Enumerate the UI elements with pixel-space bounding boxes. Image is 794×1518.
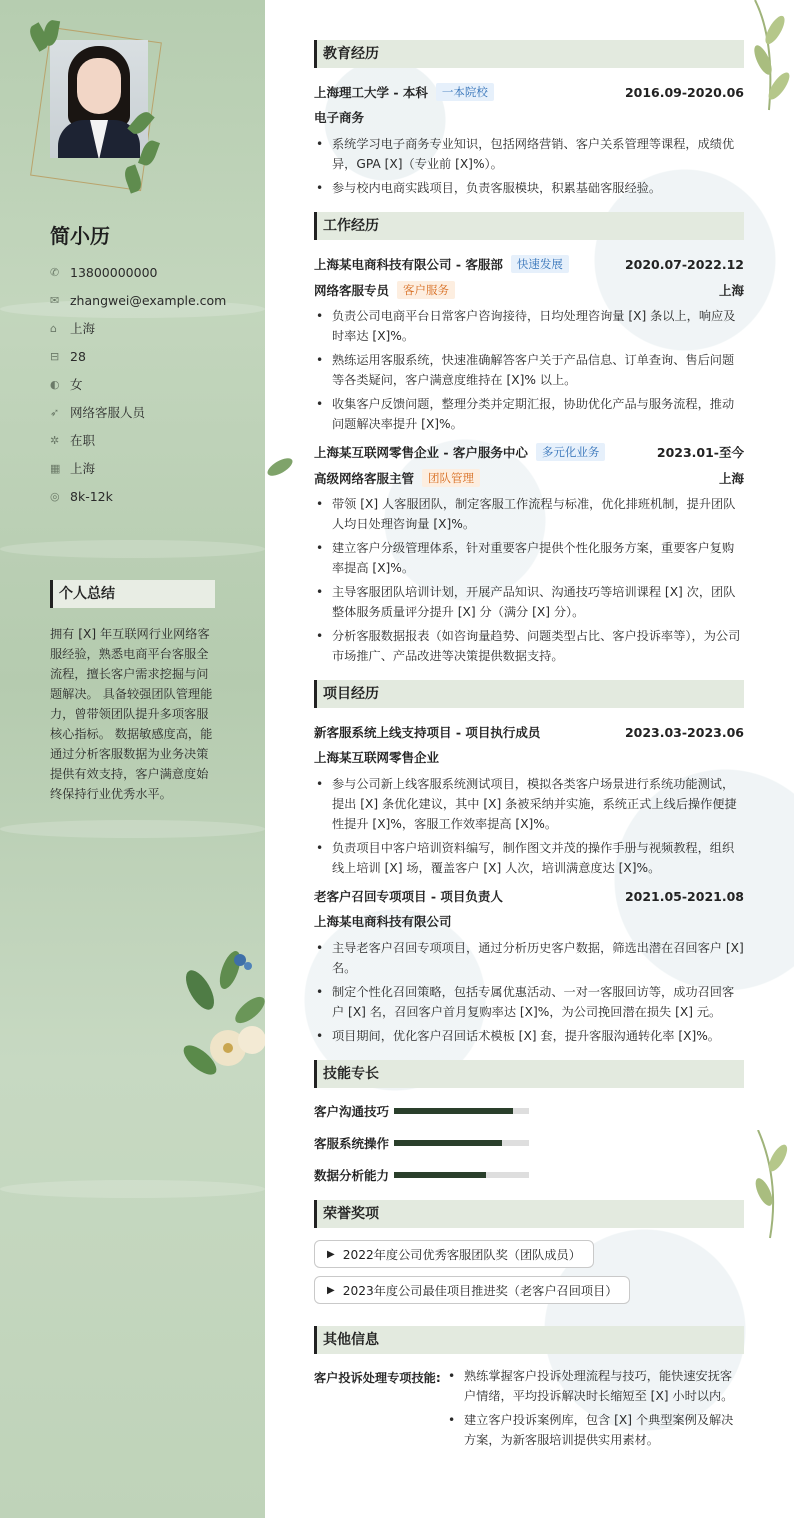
other-content: [314, 1366, 744, 1460]
awards-section: [314, 1200, 744, 1312]
other-title: 其他信息: [314, 1326, 744, 1354]
school-name: 上海理工大学 - 本科: [314, 85, 428, 100]
texture-streak: [0, 540, 265, 558]
project-date: 2023.03-2023.06: [624, 724, 744, 740]
skills-list: [314, 1100, 744, 1186]
list-item: • 负责公司电商平台日常客户咨询接待，日均处理咨询量 [X] 条以上，响应及时率达 [X]%。: [314, 306, 744, 346]
info-position: [50, 398, 226, 426]
education-date: 2016.09-2020.06: [624, 84, 744, 100]
list-item: • 分析客服数据报表（如咨询量趋势、问题类型占比、客户投诉率等），为公司市场推广、产品改进等决策提供数据支持。: [314, 626, 744, 666]
project-org: 上海某互联网零售企业: [314, 750, 440, 765]
project-name: 老客户召回专项项目 - 项目负责人: [314, 889, 503, 904]
list-item: • 带领 [X] 人客服团队，制定客服工作流程与标准，优化排班机制，提升团队人均日处理咨询量 [X]%。: [314, 494, 744, 534]
info-age: [50, 342, 226, 370]
triangle-right-icon: ▶: [327, 1248, 335, 1260]
list-item: • 建立客户分级管理体系，针对重要客户提供个性化服务方案，重要客户复购率提高 [X]%。: [314, 538, 744, 578]
award-item[interactable]: [314, 1240, 594, 1268]
candidate-name: 简小历: [50, 224, 110, 248]
resume-body: [314, 40, 744, 1474]
school-tag: 一本院校: [436, 83, 494, 101]
job-city: 上海: [718, 283, 744, 298]
corner-leaf-icon: [750, 1130, 794, 1240]
education-header: [314, 80, 744, 104]
work-section: [314, 212, 744, 666]
skill-label: 客户沟通技巧: [314, 1104, 390, 1119]
job-header: [314, 252, 744, 276]
corner-leaf-icon: [745, 0, 794, 120]
info-email: [50, 286, 226, 314]
list-item: • 熟练运用客服系统，快速准确解答客户关于产品信息、订单查询、售后问题等各类疑问，客户满意度维持在 [X]% 以上。: [314, 350, 744, 390]
info-phone: [50, 258, 226, 286]
job-date: 2023.01-至今: [656, 445, 744, 460]
company-name: 上海某电商科技有限公司 - 客服部: [314, 257, 503, 272]
summary-section: [50, 580, 215, 804]
info-location: [50, 314, 226, 342]
project-date: 2021.05-2021.08: [624, 888, 744, 904]
other-bullets: [446, 1366, 744, 1454]
role-tag: 客户服务: [397, 281, 455, 299]
award-text: 2022年度公司优秀客服团队奖（团队成员）: [342, 1247, 581, 1262]
job-role: 高级网络客服主管: [314, 471, 415, 486]
home-icon: ⌂: [50, 321, 57, 335]
award-item[interactable]: [314, 1276, 630, 1304]
info-value: zhangwei@example.com: [70, 292, 227, 308]
summary-text: 拥有 [X] 年互联网行业网络客服经验，熟悉电商平台客服全流程，擅长客户需求挖掘与问题解决。 具备较强团队管理能力，曾带领团队提升多项客服核心指标。 数据敏感度高，能通过分析客服数据为业务决策提供有效支持，客户满意度始终保持行业优秀水平。: [50, 627, 213, 801]
work-title: 工作经历: [314, 212, 744, 240]
info-gender: [50, 370, 226, 398]
texture-streak: [0, 1180, 265, 1198]
awards-title: 荣誉奖项: [314, 1200, 744, 1228]
profile-photo-frame: [30, 20, 160, 200]
list-item: • 项目期间，优化客户召回话术模板 [X] 套，提升客服沟通转化率 [X]%。: [314, 1026, 744, 1046]
list-item: • 建立客户投诉案例库，包含 [X] 个典型案例及解决方案，为新客服培训提供实用素材。: [446, 1410, 744, 1450]
list-item: • 负责项目中客户培训资料编写，制作图文并茂的操作手册与视频教程，组织线上培训 [X] 场，覆盖客户 [X] 人次，培训满意度达 [X]%。: [314, 838, 744, 878]
triangle-right-icon: ▶: [327, 1284, 335, 1296]
info-value: 在职: [70, 433, 96, 448]
skill-item: [314, 1100, 535, 1122]
job-entry: [314, 440, 744, 666]
info-value: 上海: [70, 461, 96, 476]
info-value: 8k-12k: [70, 488, 113, 504]
list-item: • 熟练掌握客户投诉处理流程与技巧，能快速安抚客户情绪，平均投诉解决时长缩短至 [X] 小时以内。: [446, 1366, 744, 1406]
info-value: 女: [70, 377, 83, 392]
education-section: [314, 40, 744, 198]
job-bullets: [314, 494, 744, 666]
list-item: • 收集客户反馈问题，整理分类并定期汇报，协助优化产品与服务流程，推动问题解决率提升 [X]%。: [314, 394, 744, 434]
skill-label: 数据分析能力: [314, 1168, 390, 1183]
job-date: 2020.07-2022.12: [624, 256, 744, 272]
skills-title: 技能专长: [314, 1060, 744, 1088]
project-org: 上海某电商科技有限公司: [314, 914, 452, 929]
award-text: 2023年度公司最佳项目推进奖（老客户召回项目）: [342, 1283, 618, 1298]
list-item: • 系统学习电子商务专业知识，包括网络营销、客户关系管理等课程，成绩优异，GPA [X]（专业前 [X]%）。: [314, 134, 744, 174]
phone-icon: ✆: [50, 265, 60, 279]
gender-icon: ◐: [50, 377, 60, 391]
summary-title: 个人总结: [50, 580, 215, 608]
flower-decoration-icon: [170, 930, 265, 1090]
skill-bar: [394, 1108, 529, 1114]
job-role-row: [314, 276, 744, 304]
info-salary: [50, 482, 226, 510]
info-value: 28: [70, 348, 86, 364]
company-name: 上海某互联网零售企业 - 客户服务中心: [314, 445, 528, 460]
project-header: [314, 884, 744, 908]
skill-item: [314, 1132, 535, 1154]
job-role: 网络客服专员: [314, 283, 390, 298]
job-header: [314, 440, 744, 464]
project-bullets: [314, 938, 744, 1046]
info-value: 网络客服人员: [70, 405, 146, 420]
role-tag: 团队管理: [422, 469, 480, 487]
projects-section: [314, 680, 744, 1046]
education-major: 电子商务: [314, 110, 365, 125]
list-item: • 制定个性化召回策略，包括专属优惠活动、一对一客服回访等，成功召回客户 [X] 名，召回客户首月复购率达 [X]%，为公司挽回潜在损失 [X] 元。: [314, 982, 744, 1022]
job-city: 上海: [718, 471, 744, 486]
list-item: • 参与校内电商实践项目，负责客服模块，积累基础客服经验。: [314, 178, 744, 198]
age-icon: ⊟: [50, 349, 60, 363]
project-bullets: [314, 774, 744, 878]
project-name: 新客服系统上线支持项目 - 项目执行成员: [314, 725, 541, 740]
list-item: • 主导客服团队培训计划，开展产品知识、沟通技巧等培训课程 [X] 次，团队整体服务质量评分提升 [X] 分（满分 [X] 分）。: [314, 582, 744, 622]
info-status: [50, 426, 226, 454]
list-item: • 参与公司新上线客服系统测试项目，模拟各类客户场景进行系统功能测试，提出 [X] 条优化建议，其中 [X] 条被采纳并实施，系统正式上线后操作便捷性提升 [X]%，客服工作效率提高 [X]%。: [314, 774, 744, 834]
info-value: 上海: [70, 321, 96, 336]
skill-bar: [394, 1172, 529, 1178]
sidebar: [0, 0, 265, 1518]
skill-item: [314, 1164, 535, 1186]
other-label: 客户投诉处理专项技能:: [314, 1371, 441, 1385]
skill-bar-fill: [394, 1108, 513, 1114]
project-entry: [314, 884, 744, 1046]
skill-bar: [394, 1140, 529, 1146]
contact-info-list: [50, 258, 226, 510]
education-bullets: [314, 134, 744, 198]
leaf-icon: [265, 452, 295, 482]
position-icon: ➶: [50, 405, 60, 419]
project-header: [314, 720, 744, 744]
skill-bar-fill: [394, 1172, 486, 1178]
projects-title: 项目经历: [314, 680, 744, 708]
job-entry: [314, 252, 744, 434]
job-role-row: [314, 464, 744, 492]
texture-streak: [0, 820, 265, 838]
company-tag: 多元化业务: [536, 443, 606, 461]
list-item: • 主导老客户召回专项项目，通过分析历史客户数据，筛选出潜在召回客户 [X] 名。: [314, 938, 744, 978]
skill-label: 客服系统操作: [314, 1136, 390, 1151]
skill-bar-fill: [394, 1140, 502, 1146]
salary-icon: ◎: [50, 489, 60, 503]
company-tag: 快速发展: [511, 255, 569, 273]
main-content: [265, 0, 794, 1518]
info-target-city: [50, 454, 226, 482]
job-bullets: [314, 306, 744, 434]
info-value: 13800000000: [70, 264, 158, 280]
mail-icon: ✉: [50, 293, 60, 307]
skills-section: [314, 1060, 744, 1186]
avatar: [50, 40, 148, 158]
status-icon: ✲: [50, 433, 60, 447]
city-icon: ▦: [50, 461, 61, 475]
education-title: 教育经历: [314, 40, 744, 68]
other-section: [314, 1326, 744, 1460]
project-entry: [314, 720, 744, 878]
